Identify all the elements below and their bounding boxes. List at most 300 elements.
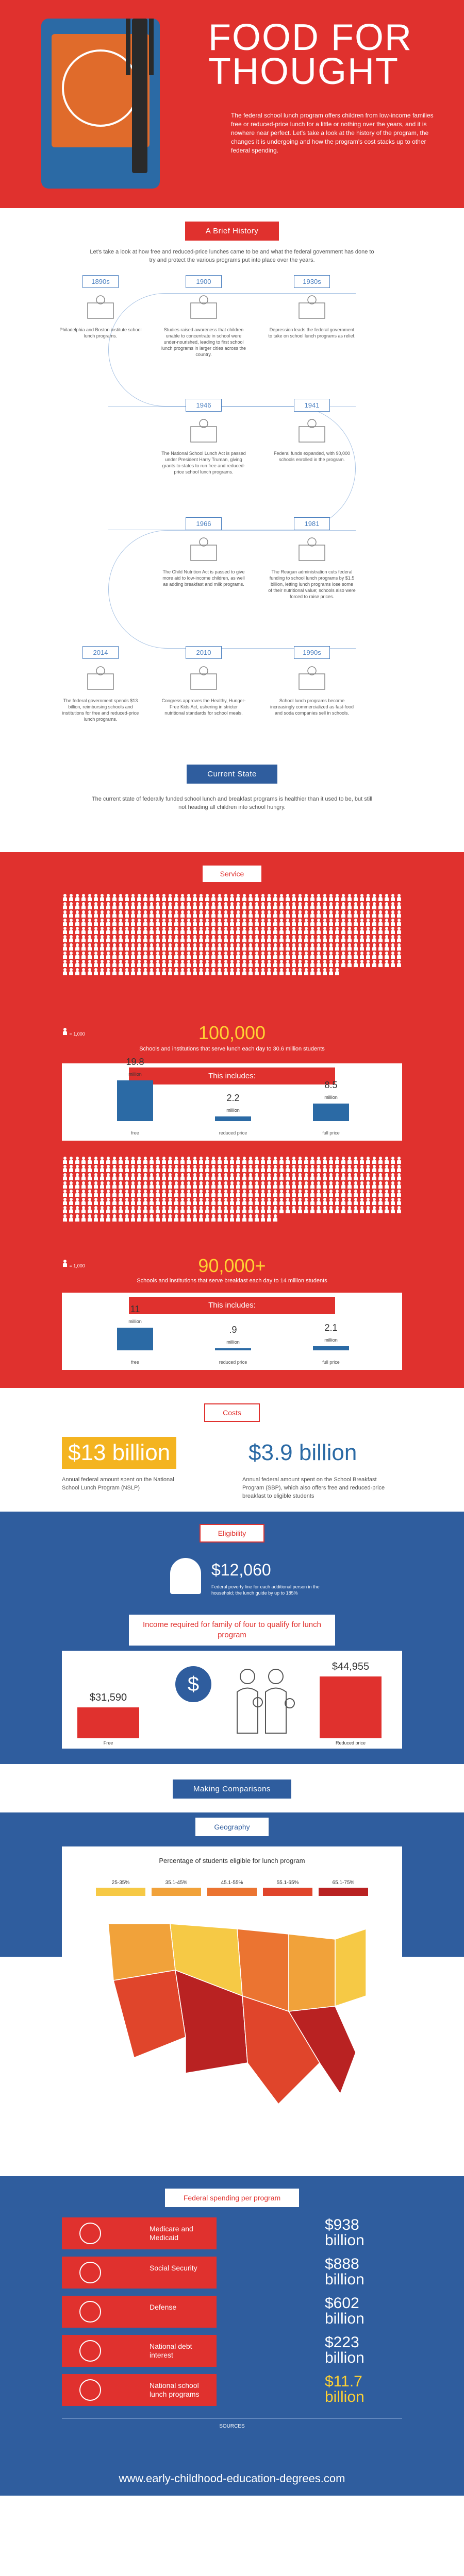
person-icon <box>279 910 284 918</box>
person-icon <box>248 902 253 909</box>
person-icon <box>267 1190 272 1197</box>
person-icon <box>316 1173 321 1180</box>
person-icon <box>254 1173 259 1180</box>
person-icon <box>248 919 253 926</box>
person-icon <box>211 952 216 959</box>
person-icon <box>267 1173 272 1180</box>
person-icon <box>174 935 179 942</box>
person-icon <box>137 1181 142 1189</box>
person-icon <box>291 935 296 942</box>
spending-label: Social Security <box>62 2257 217 2289</box>
person-icon <box>168 943 173 951</box>
person-icon <box>279 1165 284 1172</box>
person-icon <box>229 910 235 918</box>
bar-label: reduced price <box>219 1360 247 1365</box>
person-icon <box>285 919 290 926</box>
timeline-year-1990s: 1990s <box>294 646 330 659</box>
person-icon <box>168 952 173 959</box>
person-icon <box>279 1157 284 1164</box>
person-icon <box>297 1181 303 1189</box>
person-icon <box>390 960 395 967</box>
person-icon <box>205 1214 210 1222</box>
person-icon <box>211 1214 216 1222</box>
person-icon <box>186 1190 191 1197</box>
person-icon <box>81 1173 86 1180</box>
person-icon <box>81 1198 86 1205</box>
person-icon <box>192 1190 197 1197</box>
person-icon <box>297 968 303 975</box>
person-icon <box>161 968 167 975</box>
person-icon <box>149 1173 154 1180</box>
person-icon <box>335 919 340 926</box>
person-icon <box>69 968 74 975</box>
person-icon <box>260 919 266 926</box>
person-icon <box>273 1165 278 1172</box>
person-icon <box>180 1214 185 1222</box>
person-icon <box>347 1181 352 1189</box>
person-icon <box>223 919 228 926</box>
person-icon <box>384 894 389 901</box>
person-icon <box>223 927 228 934</box>
person-icon <box>310 919 315 926</box>
person-icon <box>353 1157 358 1164</box>
person-icon <box>347 927 352 934</box>
person-icon <box>75 1173 80 1180</box>
person-icon <box>304 968 309 975</box>
legend-item: 35.1-45% <box>148 1880 204 1896</box>
person-icon <box>353 927 358 934</box>
person-icon <box>378 1165 383 1172</box>
person-icon <box>353 1198 358 1205</box>
person-icon <box>322 1206 327 1213</box>
person-icon <box>390 927 395 934</box>
person-icon <box>353 1181 358 1189</box>
person-icon <box>155 1173 160 1180</box>
person-icon <box>285 1157 290 1164</box>
person-icon <box>124 1181 129 1189</box>
person-icon <box>198 910 204 918</box>
person-icon <box>161 1190 167 1197</box>
person-icon <box>180 910 185 918</box>
person-icon <box>186 1173 191 1180</box>
person-icon <box>168 1198 173 1205</box>
person-icon <box>186 1157 191 1164</box>
person-icon <box>87 1181 92 1189</box>
person-icon <box>143 935 148 942</box>
person-icon <box>81 1214 86 1222</box>
eligibility-amount: $12,060 <box>211 1561 271 1579</box>
person-icon <box>223 1190 228 1197</box>
map-panel <box>62 1846 402 2135</box>
person-icon <box>217 1181 222 1189</box>
person-icon <box>310 952 315 959</box>
person-icon <box>205 1181 210 1189</box>
person-icon <box>112 1190 117 1197</box>
people-grid-lunch <box>62 893 402 976</box>
person-icon <box>180 902 185 909</box>
person-icon <box>69 927 74 934</box>
person-icon <box>174 894 179 901</box>
person-icon <box>291 1157 296 1164</box>
person-icon <box>384 1198 389 1205</box>
person-icon <box>384 952 389 959</box>
person-icon <box>62 935 68 942</box>
person-icon <box>353 919 358 926</box>
timeline-description: The Child Nutrition Act is passed to give more aid to low-income children, as well as adding breakfast and milk programs. <box>162 569 245 587</box>
person-icon <box>106 1165 111 1172</box>
person-icon <box>186 968 191 975</box>
person-icon <box>180 1173 185 1180</box>
person-icon <box>242 1198 247 1205</box>
person-icon <box>229 1181 235 1189</box>
spending-row <box>62 2335 402 2367</box>
person-icon <box>174 910 179 918</box>
person-icon <box>106 894 111 901</box>
person-icon <box>81 910 86 918</box>
person-icon <box>260 910 266 918</box>
person-icon <box>390 952 395 959</box>
person-icon <box>254 1198 259 1205</box>
person-icon <box>316 935 321 942</box>
person-icon <box>100 960 105 967</box>
person-icon <box>149 1206 154 1213</box>
person-icon <box>130 919 136 926</box>
person-icon <box>174 968 179 975</box>
person-icon <box>124 902 129 909</box>
person-icon <box>322 943 327 951</box>
person-icon <box>112 919 117 926</box>
person-icon <box>118 1165 123 1172</box>
person-icon <box>112 1165 117 1172</box>
person-icon <box>149 919 154 926</box>
person-icon <box>143 952 148 959</box>
person-icon <box>161 1173 167 1180</box>
person-icon <box>155 902 160 909</box>
person-icon <box>279 968 284 975</box>
person-icon <box>223 943 228 951</box>
person-icon <box>291 943 296 951</box>
person-icon <box>341 894 346 901</box>
person-icon <box>112 935 117 942</box>
person-icon <box>137 1190 142 1197</box>
person-icon <box>62 1198 68 1205</box>
person-icon <box>192 1181 197 1189</box>
person-icon <box>291 902 296 909</box>
current-state-header <box>0 744 464 852</box>
person-icon <box>236 927 241 934</box>
person-icon <box>229 935 235 942</box>
person-icon <box>353 1165 358 1172</box>
person-icon <box>353 894 358 901</box>
person-icon <box>273 935 278 942</box>
person-icon <box>130 1165 136 1172</box>
person-icon <box>297 1173 303 1180</box>
person-icon <box>93 1198 98 1205</box>
person-icon <box>180 1165 185 1172</box>
person-icon <box>341 935 346 942</box>
person-icon <box>328 927 334 934</box>
person-icon <box>124 960 129 967</box>
person-icon <box>211 1206 216 1213</box>
person-icon <box>242 1190 247 1197</box>
person-icon <box>359 952 364 959</box>
person-icon <box>260 1206 266 1213</box>
person-icon <box>69 960 74 967</box>
person-icon <box>161 894 167 901</box>
person-icon <box>87 1190 92 1197</box>
person-icon <box>161 960 167 967</box>
person-icon <box>236 952 241 959</box>
spending-label: Defense <box>62 2296 217 2328</box>
spending-row <box>62 2296 402 2328</box>
header <box>0 0 464 208</box>
person-icon <box>87 1198 92 1205</box>
person-icon <box>297 943 303 951</box>
person-icon <box>93 935 98 942</box>
person-icon <box>211 1198 216 1205</box>
person-icon <box>87 1173 92 1180</box>
person-icon <box>359 1190 364 1197</box>
person-icon <box>359 1157 364 1164</box>
person-icon <box>155 910 160 918</box>
person-icon <box>149 1157 154 1164</box>
person-icon <box>205 1165 210 1172</box>
person-icon <box>192 1165 197 1172</box>
person-icon <box>205 919 210 926</box>
person-icon <box>260 943 266 951</box>
person-icon <box>384 927 389 934</box>
person-icon <box>285 952 290 959</box>
person-icon <box>229 902 235 909</box>
timeline-year-2010: 2010 <box>186 646 222 659</box>
person-icon <box>143 1181 148 1189</box>
person-icon <box>242 1165 247 1172</box>
person-icon <box>359 1173 364 1180</box>
person-icon <box>378 919 383 926</box>
person-icon <box>69 1181 74 1189</box>
person-icon <box>347 1165 352 1172</box>
person-icon <box>328 1157 334 1164</box>
person-icon <box>174 1214 179 1222</box>
person-icon <box>143 910 148 918</box>
spending-label: National school lunch programs <box>62 2374 217 2406</box>
person-icon <box>242 919 247 926</box>
person-icon <box>347 894 352 901</box>
person-icon <box>310 1206 315 1213</box>
timeline-description: School lunch programs become increasingly commercialized as fast-food and soda companies sell in schools. <box>270 698 354 716</box>
person-icon <box>267 919 272 926</box>
person-icon <box>248 968 253 975</box>
breakfast-cost-text: Annual federal amount spent on the School Breakfast Program (SBP), which also offers free and reduced-price breakfast to eligible students <box>242 1477 385 1499</box>
person-icon <box>211 1173 216 1180</box>
people-grid-breakfast <box>62 1156 402 1222</box>
person-icon <box>112 943 117 951</box>
person-icon <box>366 960 371 967</box>
person-icon <box>174 1198 179 1205</box>
spending-label: National debt interest <box>62 2335 217 2367</box>
person-icon <box>396 1173 402 1180</box>
us-map-icon <box>77 2338 103 2364</box>
lunch-caption: Schools and institutions that serve lunch each day to 30.6 million students <box>139 1046 325 1052</box>
person-icon <box>161 1181 167 1189</box>
person-icon <box>291 910 296 918</box>
bar-label: free <box>131 1360 139 1365</box>
person-icon <box>87 910 92 918</box>
person-icon <box>285 1173 290 1180</box>
person-icon <box>81 1206 86 1213</box>
person-icon <box>316 1157 321 1164</box>
person-icon <box>347 1206 352 1213</box>
site-url[interactable]: www.early-childhood-education-degrees.com <box>119 2472 345 2485</box>
person-icon <box>180 927 185 934</box>
person-icon <box>390 902 395 909</box>
person-icon <box>62 910 68 918</box>
reduced-income-label: Reduced price <box>335 1740 366 1745</box>
person-icon <box>229 943 235 951</box>
person-icon <box>192 1214 197 1222</box>
person-icon <box>161 952 167 959</box>
person-icon <box>279 935 284 942</box>
person-icon <box>254 902 259 909</box>
bar-label: full price <box>322 1130 340 1136</box>
person-icon <box>130 910 136 918</box>
person-icon <box>124 1190 129 1197</box>
person-icon <box>248 1206 253 1213</box>
person-icon <box>279 919 284 926</box>
person-icon <box>155 1181 160 1189</box>
person-icon <box>87 935 92 942</box>
sources-label: SOURCES <box>219 2424 245 2429</box>
person-icon <box>62 1173 68 1180</box>
person-icon <box>149 1181 154 1189</box>
person-icon <box>310 910 315 918</box>
person-icon <box>372 1190 377 1197</box>
person-icon <box>69 894 74 901</box>
person-icon <box>316 1206 321 1213</box>
person-icon <box>366 1190 371 1197</box>
person-icon <box>316 943 321 951</box>
person-icon <box>100 910 105 918</box>
person-icon <box>347 1198 352 1205</box>
person-icon <box>322 952 327 959</box>
person-icon <box>291 968 296 975</box>
person-icon <box>161 1198 167 1205</box>
person-icon <box>81 919 86 926</box>
person-icon <box>396 919 402 926</box>
person-icon <box>242 943 247 951</box>
person-icon <box>192 902 197 909</box>
person-icon <box>174 960 179 967</box>
legend-item: 45.1-55% <box>204 1880 260 1896</box>
person-icon <box>359 960 364 967</box>
person-icon <box>366 1173 371 1180</box>
person-icon <box>322 1165 327 1172</box>
person-icon <box>137 952 142 959</box>
bar-value: 8.5 million <box>324 1080 338 1100</box>
person-icon <box>267 894 272 901</box>
person-icon <box>155 919 160 926</box>
timeline-illustration-icon <box>82 664 119 694</box>
person-icon <box>390 1173 395 1180</box>
timeline-year-1946: 1946 <box>186 399 222 412</box>
person-icon <box>192 919 197 926</box>
person-icon <box>347 943 352 951</box>
person-icon <box>93 1181 98 1189</box>
person-icon <box>396 1198 402 1205</box>
person-icon <box>149 1214 154 1222</box>
person-icon <box>372 927 377 934</box>
person-icon <box>75 1190 80 1197</box>
person-icon <box>335 894 340 901</box>
person-icon <box>198 943 204 951</box>
person-icon <box>366 943 371 951</box>
person-icon <box>229 1198 235 1205</box>
person-icon <box>267 1165 272 1172</box>
person-icon <box>353 960 358 967</box>
timeline-illustration-icon <box>294 535 330 566</box>
person-icon <box>75 1165 80 1172</box>
person-icon <box>143 1157 148 1164</box>
timeline-illustration-icon <box>294 293 330 324</box>
person-icon <box>254 894 259 901</box>
person-icon <box>143 1206 148 1213</box>
person-icon <box>205 894 210 901</box>
map-west <box>113 1970 186 2058</box>
person-icon <box>236 1214 241 1222</box>
person-icon <box>93 1206 98 1213</box>
person-icon <box>353 952 358 959</box>
person-icon <box>372 960 377 967</box>
person-icon <box>248 935 253 942</box>
person-icon <box>390 1198 395 1205</box>
person-icon <box>322 927 327 934</box>
person-icon <box>390 919 395 926</box>
person-icon <box>112 910 117 918</box>
person-icon <box>341 1190 346 1197</box>
timeline-description: Studies raised awareness that children unable to concentrate in school were under-nourished, leading to first school lunch programs in larger cities across the country. <box>161 327 246 357</box>
person-icon <box>143 943 148 951</box>
person-icon <box>137 935 142 942</box>
person-icon <box>260 902 266 909</box>
person-icon <box>248 1190 253 1197</box>
includes-heading: This includes: <box>129 1297 335 1314</box>
person-icon <box>217 968 222 975</box>
person-icon <box>372 943 377 951</box>
person-icon <box>236 910 241 918</box>
breakfast-includes-panel <box>62 1293 402 1370</box>
person-icon <box>267 1198 272 1205</box>
person-icon <box>378 1157 383 1164</box>
person-icon <box>291 1173 296 1180</box>
person-icon <box>328 1206 334 1213</box>
person-icon <box>378 1173 383 1180</box>
person-icon <box>62 1214 68 1222</box>
person-icon <box>273 1190 278 1197</box>
free-income-bar <box>77 1707 139 1738</box>
person-icon <box>366 935 371 942</box>
person-icon <box>260 952 266 959</box>
person-icon <box>335 935 340 942</box>
person-icon <box>211 894 216 901</box>
current-state-intro: The current state of federally funded school lunch and breakfast programs is healthier than it used to be, but still not heading all children into school hungry. <box>91 796 373 810</box>
person-icon <box>161 910 167 918</box>
person-icon <box>341 943 346 951</box>
person-icon <box>310 1165 315 1172</box>
person-icon <box>341 1181 346 1189</box>
person-icon <box>242 952 247 959</box>
person-icon <box>316 952 321 959</box>
service-label: Service <box>202 865 263 883</box>
